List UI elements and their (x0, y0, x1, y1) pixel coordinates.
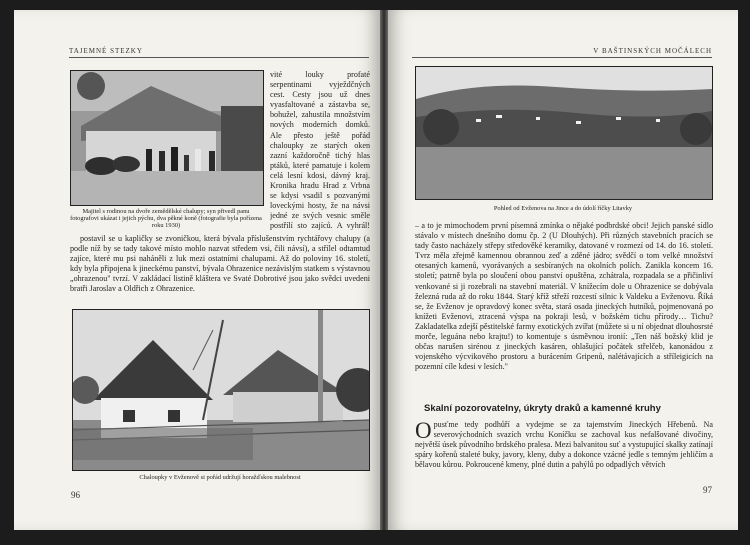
running-head-right: V BAŠTINSKÝCH MOČÁLECH (593, 47, 712, 55)
page-number-right: 97 (703, 485, 712, 495)
side-text-column: vité louky profaté serpentinami vyježdčných cest. Cesty jsou už dnes vyasfaltované a zástavba se, bohužel, zahustila množstvím nových moderních domků. Ale přesto ještě pořád chaloupky ze starých oken zazní každoročně tichý hlas ptáků, které pamatuje i kolem celá lesní kdosi, dávný kraj. Kronika hradu Hrad z Vrbna se kdysi vsadil s pozvanými loveckými hosty, že na návsi jedné ze svých vesnic směle postřílí sto zajíců. A vyhrál! (270, 70, 370, 230)
photo1-caption: Majitel s rodinou na dvoře zemědělské chalupy; syn přivedl panu fotografovi ukázat i jejich pýchu, dva pěkné koně (fotografie byla pořízena roku 1930) (70, 208, 262, 230)
header-rule-left (69, 57, 369, 58)
cottages-photo (72, 309, 370, 471)
left-page (14, 10, 380, 530)
section-text (415, 420, 713, 504)
farmyard-family-photo (70, 70, 264, 206)
photo-caption-right: Pohled od Evženova na Jince a do údolí říčky Litavky (493, 205, 633, 212)
valley-landscape-photo (415, 66, 713, 200)
section-paragraph: pusťme tedy podhůří a vydejme se za tajemstvím Jineckých Hřebenů. Na severovýchodních svazích vrchu Koníčku se zachoval kus nefalšované divočiny, největší úsek původního brdského pralesa. Mezi balvanitou suť a vystupující skalky zatínají spáry kořenů staleté buky, javory, kleny, duby a dokonce vzácné jedle s temným jehličím a bělavou kůrou. Pokroucené kmeny, plné dutin a pahýlů po odpadlých větvích (415, 420, 713, 470)
page-number-left: 96 (71, 490, 80, 500)
section-subheading: Skalní pozorovatelny, úkryty draků a kamenné kruhy (424, 403, 661, 414)
drop-cap: O (415, 420, 432, 443)
right-page (388, 10, 738, 530)
right-body-text: – a to je mimochodem první písemná zmínka o nějaké podbrdské obci! Jejich panské sídlo stávalo v místech dnešního domu čp. 2 (U Dlouhých). Při různých stavebních pracích se tady často nacházely střepy středověké keramiky, datované v rozmezí od 14. do 16. století. Tvrz měla zřejmě kamennou obrannou zeď a zděné jádro; svědčí o tom velké množství otesaných kamenů, vyorávaných a sesbíraných na okolních polích. Zanikla koncem 16. století; patrně byla po sloučení obou panství opuštěna, zchátrala, rozpadala se a přičinliví venkované si ji rozebrali na stavební materiál. V knížecím dole u Ohrazenice se dobývala železná ruda až do roku 1844. Starý kříž střeží rozcestí silnic k Valdeku a Evženovu. Říká se, že Evženov je opravdový konec světa, stará osada jineckých hutníků, pojmenovaná po knížeti Evženovi, ztracená výspa na pokraji lesů, v božském tichu přírody… Tichu? Zakladatelka zdejší pěstitelské farmy exotických zvířat (můžete si u ní objednat dlouhosrsté morče, leguána nebo krajtu!) to komentuje s úsměvnou ironií: „Ten náš božský klid je občas narušen sirénou z jineckých kasáren, ohlašující počátek střelčeb, kanonádou z vojenského výcvikového prostoru a burácením Gripenů, nalétávajících a stříleigicích na pozemní cíle kdesi v lesích." (415, 221, 713, 372)
photo2-caption: Chaloupky v Evženově si pořád udržují horažďskou malebnost (139, 474, 301, 481)
running-head-left: TAJEMNÉ STEZKY (69, 47, 143, 55)
left-body-text: postavil se u kapličky se zvoničkou, která bývala příslušenstvím rychtářovy chalupy (a podle níž by se tady takové místo mohlo nazvat středem vsi, čili návsí), a střílel odtamtud zajíce, které mu psi naháněli z luk mezi ostatními chalupami. Až do poloviny 16. století, kdy byla připojena k jineckému panství, bývala Ohrazenice nezávislým statkem s výstavnou „ohrazenou" tvrzí. V zakládací listině kláštera ve Svaté Dobrotivé jsou jako svědci uvedeni bratři Jaroslav a Oldřich z Ohrazenice. (70, 234, 370, 294)
header-rule-right (412, 57, 712, 58)
